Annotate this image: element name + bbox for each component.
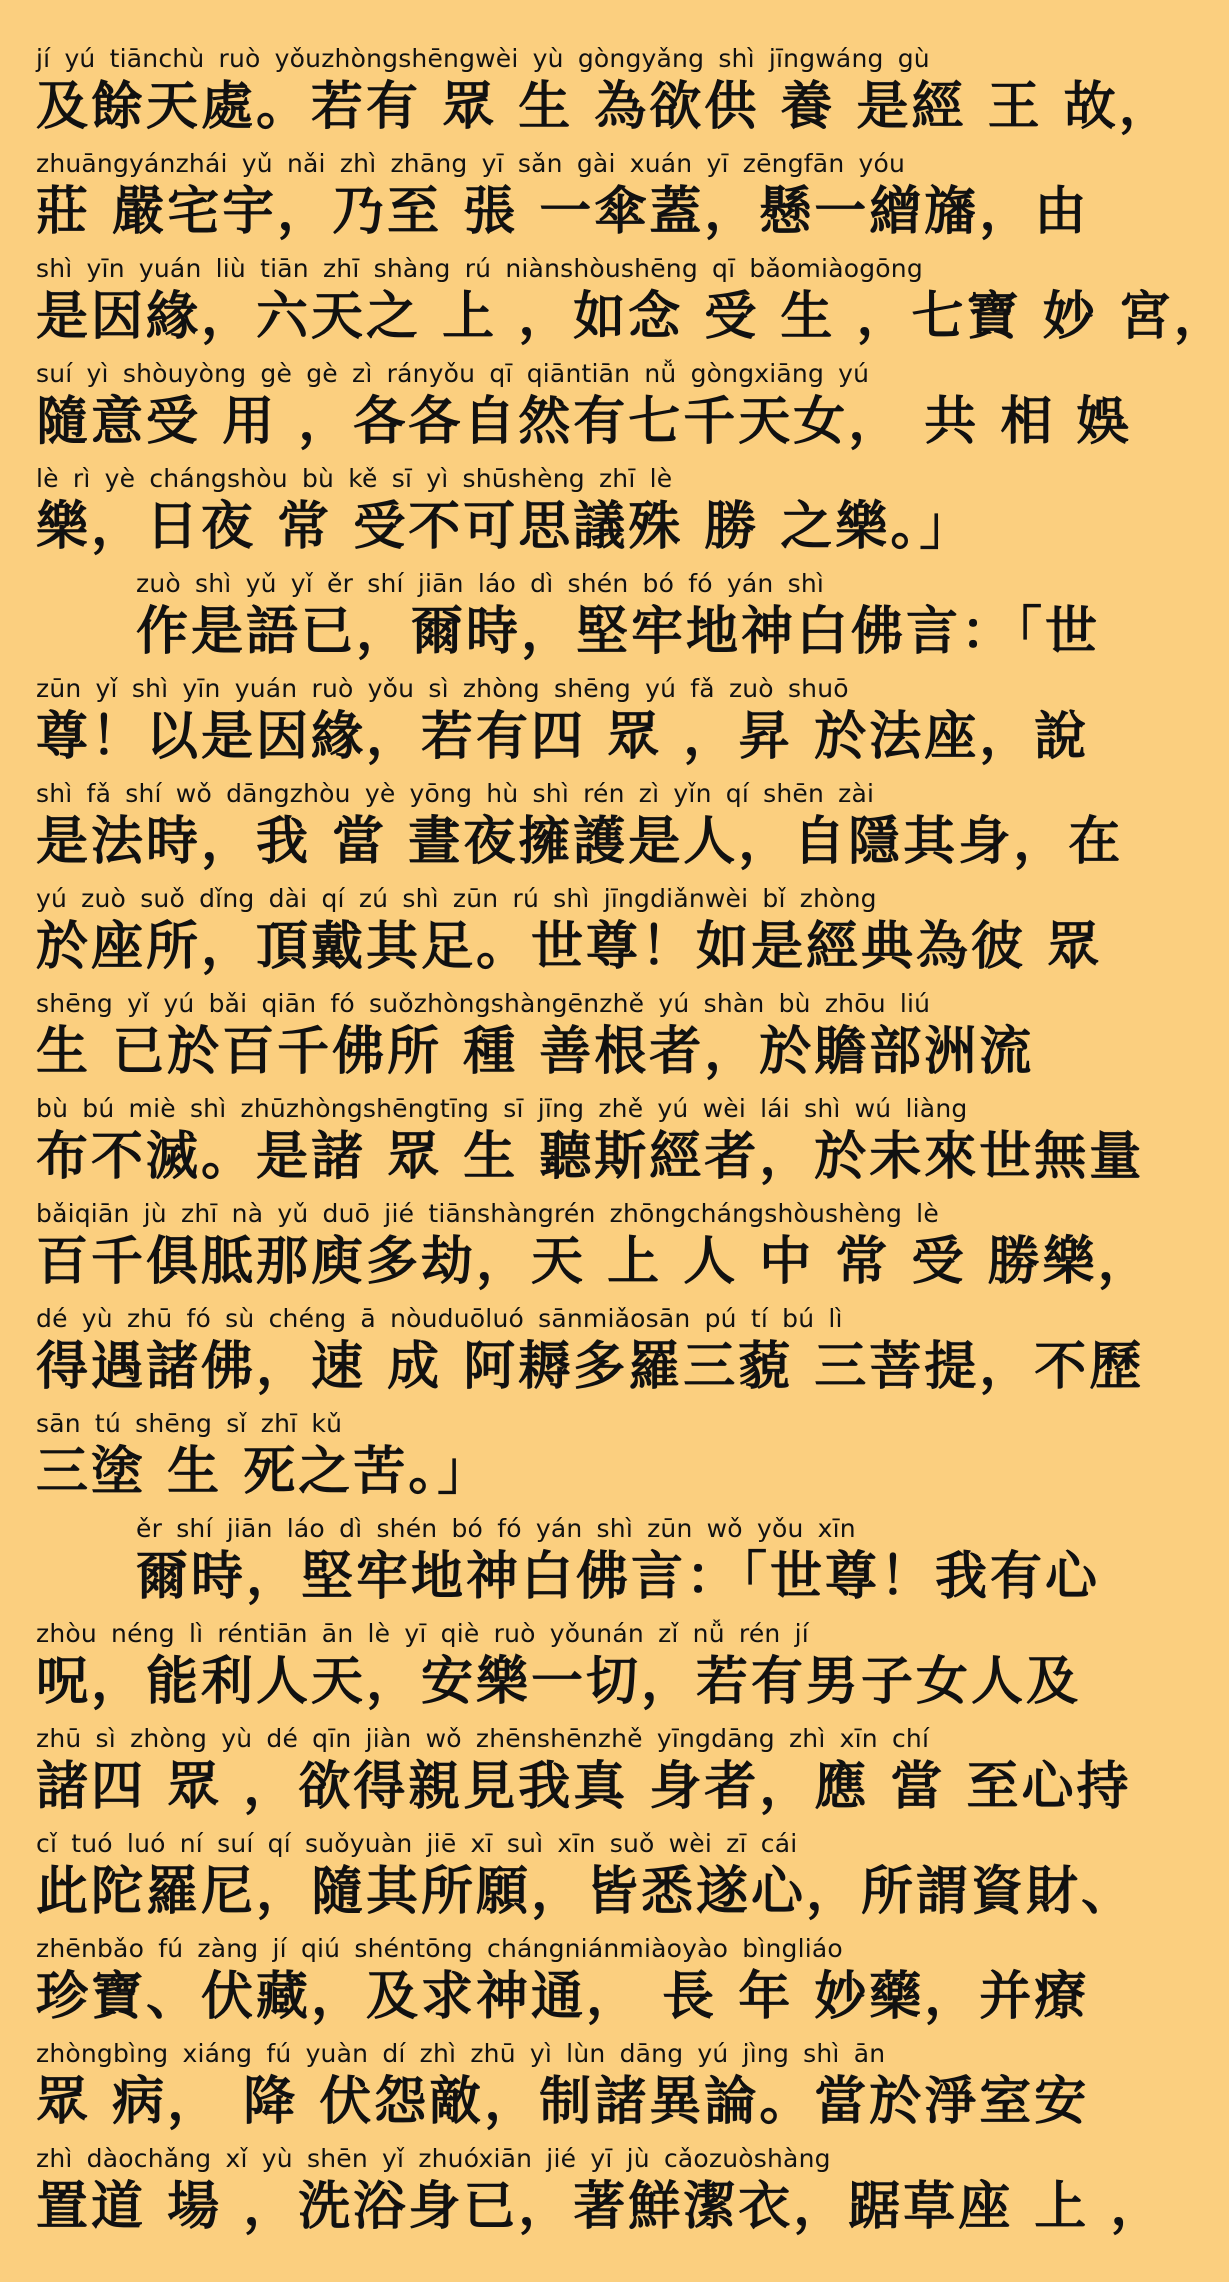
text-line: [36, 1092, 1145, 1197]
chinese-text: 諸四 眾 ，欲得親見我真 身者，應 當 至心持: [36, 1757, 1132, 1817]
text-line: [36, 147, 1090, 252]
chinese-text: 是因緣，六天之 上 ，如念 受 生 ，七寶 妙 宮，: [36, 287, 1229, 347]
text-line: [36, 1932, 1090, 2037]
text-line: [36, 882, 1103, 987]
pinyin-annotation: bǎiqiān jù zhī nà yǔ duō jié tiānshàngrén zhōngchángshòushèng lè: [36, 1199, 939, 1228]
pinyin-annotation: ěr shí jiān láo dì shén bó fó yán shì zūn wǒ yǒu xīn: [136, 1514, 856, 1543]
pinyin-annotation: zhòu néng lì réntiān ān lè yī qiè ruò yǒunán zǐ nǚ rén jí: [36, 1619, 809, 1648]
text-line: [36, 462, 1044, 567]
pinyin-annotation: zuò shì yǔ yǐ ěr shí jiān láo dì shén bó fó yán shì: [136, 569, 825, 598]
chinese-text: 尊！以是因緣，若有四 眾 ，昇 於法座，說: [36, 707, 1090, 767]
chinese-text: 置道 場 ，洗浴身已，著鮮潔衣，踞草座 上 ，: [36, 2177, 1166, 2237]
pinyin-annotation: dé yù zhū fó sù chéng ā nòuduōluó sānmiǎosān pú tí bú lì: [36, 1304, 843, 1333]
pinyin-annotation: zhēnbǎo fú zàng jí qiú shéntōng chángniánmiàoyào bìngliáo: [36, 1934, 843, 1963]
chinese-text: 珍寶、伏藏，及求神通， 長 年 妙藥，并療: [36, 1967, 1090, 2027]
chinese-text: 此陀羅尼，隨其所願，皆悉遂心，所謂資財、: [36, 1862, 1137, 1922]
chinese-text: 百千俱胝那庾多劫，天 上 人 中 常 受 勝樂，: [36, 1232, 1153, 1292]
chinese-text: 於座所，頂戴其足。世尊！如是經典為彼 眾: [36, 917, 1103, 977]
pinyin-annotation: zhuāngyánzhái yǔ nǎi zhì zhāng yī sǎn gài xuán yī zēngfān yóu: [36, 149, 906, 178]
pinyin-annotation: cǐ tuó luó ní suí qí suǒyuàn jiē xī suì xīn suǒ wèi zī cái: [36, 1829, 798, 1858]
chinese-text: 三塗 生 死之苦。」: [36, 1442, 493, 1502]
pinyin-annotation: zhū sì zhòng yù dé qīn jiàn wǒ zhēnshēnzhě yīngdāng zhì xīn chí: [36, 1724, 930, 1753]
chinese-text: 作是語已，爾時，堅牢地神白佛言：「世: [136, 602, 1101, 662]
chinese-text: 及餘天處。若有 眾 生 為欲供 養 是經 王 故，: [36, 77, 1174, 137]
text-line: [36, 357, 1132, 462]
chinese-text: 隨意受 用 ，各各自然有七千天女， 共 相 娛: [36, 392, 1132, 452]
pinyin-annotation: jí yú tiānchù ruò yǒuzhòngshēngwèi yù gòngyǎng shì jīngwáng gù: [36, 44, 930, 73]
text-line: [36, 1722, 1132, 1827]
pinyin-annotation: shì fǎ shí wǒ dāngzhòu yè yōng hù shì rén zì yǐn qí shēn zài: [36, 779, 875, 808]
pinyin-annotation: bù bú miè shì zhūzhòngshēngtīng sī jīng zhě yú wèi lái shì wú liàng: [36, 1094, 968, 1123]
text-line: [36, 672, 1090, 777]
text-line: [36, 1512, 1101, 1617]
text-line: [36, 2037, 1090, 2142]
chinese-text: 呪，能利人天，安樂一切，若有男子女人及: [36, 1652, 1082, 1712]
text-line: [36, 1827, 1137, 1932]
text-line: [36, 2142, 1166, 2247]
text-line: [36, 567, 1101, 672]
text-line: [36, 42, 1174, 147]
pinyin-annotation: zūn yǐ shì yīn yuán ruò yǒu sì zhòng shēng yú fǎ zuò shuō: [36, 674, 849, 703]
chinese-text: 生 已於百千佛所 種 善根者，於贍部洲流: [36, 1022, 1035, 1082]
text-line: [36, 1407, 1044, 1512]
text-line: [36, 987, 1044, 1092]
pinyin-annotation: zhòngbìng xiáng fú yuàn dí zhì zhū yì lùn dāng yú jìng shì ān: [36, 2039, 886, 2068]
text-line: [36, 777, 1124, 882]
chinese-text: 是法時，我 當 晝夜擁護是人，自隱其身，在: [36, 812, 1124, 872]
text-line: [36, 1197, 1153, 1302]
pinyin-annotation: shì yīn yuán liù tiān zhī shàng rú niànshòushēng qī bǎomiàogōng: [36, 254, 923, 283]
chinese-text: 莊 嚴宅宇，乃至 張 一傘蓋，懸一繒旛，由: [36, 182, 1090, 242]
pinyin-annotation: zhì dàochǎng xǐ yù shēn yǐ zhuóxiān jié yī jù cǎozuòshàng: [36, 2144, 831, 2173]
pinyin-annotation: shēng yǐ yú bǎi qiān fó suǒzhòngshàngēnzhě yú shàn bù zhōu liú: [36, 989, 931, 1018]
text-line: [36, 252, 1229, 357]
pinyin-annotation: suí yì shòuyòng gè gè zì rányǒu qī qiāntiān nǚ gòngxiāng yú: [36, 359, 870, 388]
chinese-text: 樂，日夜 常 受不可思議殊 勝 之樂。」: [36, 497, 975, 557]
text-line: [36, 1302, 1145, 1407]
pinyin-annotation: yú zuò suǒ dǐng dài qí zú shì zūn rú shì jīngdiǎnwèi bǐ zhòng: [36, 884, 877, 913]
chinese-text: 得遇諸佛，速 成 阿耨多羅三藐 三菩提，不歷: [36, 1337, 1145, 1397]
text-line: [36, 1617, 1082, 1722]
pinyin-annotation: sān tú shēng sǐ zhī kǔ: [36, 1409, 343, 1438]
pinyin-annotation: lè rì yè chángshòu bù kě sī yì shūshèng zhī lè: [36, 464, 673, 493]
chinese-text: 布不滅。是諸 眾 生 聽斯經者，於未來世無量: [36, 1127, 1145, 1187]
chinese-text: 眾 病， 降 伏怨敵，制諸異論。當於淨室安: [36, 2072, 1090, 2132]
chinese-text: 爾時，堅牢地神白佛言：「世尊！我有心: [136, 1547, 1101, 1607]
